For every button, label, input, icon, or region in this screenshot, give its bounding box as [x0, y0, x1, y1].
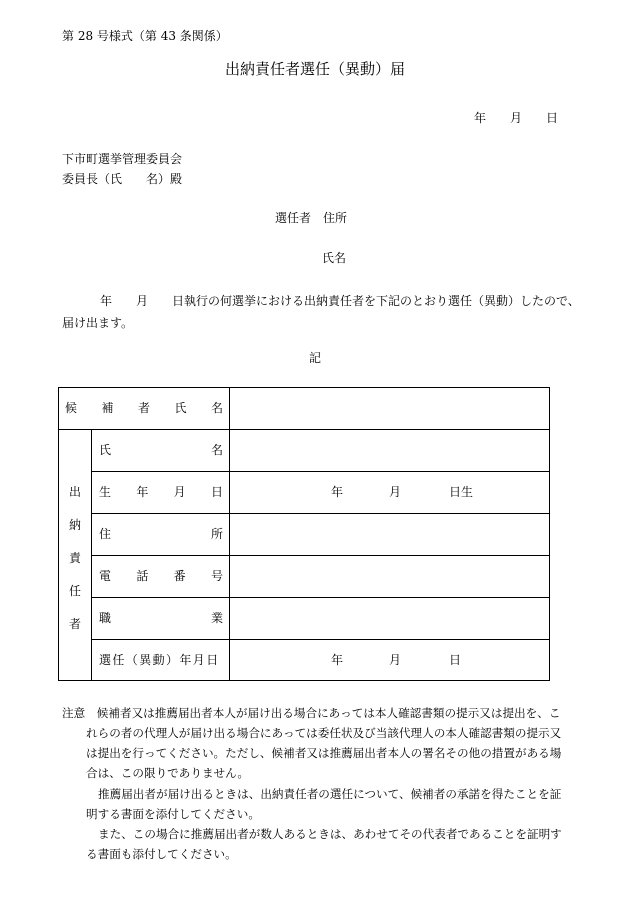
note-line: は提出を行ってください。ただし、候補者又は推薦届出者本人の署名その他の措置がある場 [86, 746, 562, 760]
label-char: 候 [65, 401, 78, 415]
row-label-appointment-date: 選任（異動）年月日 [99, 653, 220, 667]
date-year: 年 [474, 111, 487, 125]
label-char: 番 [173, 569, 186, 583]
treasurer-label-char: 出 [68, 485, 81, 499]
addressee-committee: 下市町選挙管理委員会 [62, 152, 183, 166]
table-rule [91, 471, 549, 472]
row-label-phone [99, 570, 223, 582]
row-label-birthdate [99, 486, 223, 498]
table-rule [91, 639, 549, 640]
note-line: 推薦届出者が届け出るときは、出納責任者の選任について、候補者の承諾を得たことを証 [98, 787, 562, 801]
date-line [474, 112, 558, 124]
document-title: 出納責任者選任（異動）届 [224, 60, 405, 78]
note-line: る書面も添付してください。 [86, 847, 237, 861]
label-char: 名 [210, 401, 223, 415]
table-rule [229, 388, 230, 680]
treasurer-label-char: 者 [68, 617, 81, 631]
table-rule [91, 555, 549, 556]
label-char: 氏 [174, 401, 187, 415]
submitter-address-label: 選任者 住所 [275, 211, 348, 225]
label-char: 業 [210, 611, 223, 625]
note-line: 注意 候補者又は推薦届出者本人が届け出る場合にあっては本人確認書類の提示又は提出を、こ [62, 706, 561, 720]
label-char: 電 [99, 569, 112, 583]
date-day: 日 [546, 111, 559, 125]
table-rule [91, 513, 549, 514]
label-char: 住 [99, 527, 112, 541]
birth-day-unit: 日生 [449, 485, 474, 499]
label-char: 月 [173, 485, 186, 499]
birth-month-unit: 月 [389, 485, 402, 499]
label-char: 生 [99, 485, 112, 499]
table-rule [91, 597, 549, 598]
ki-marker: 記 [309, 351, 322, 365]
label-char: 補 [101, 401, 114, 415]
form-number: 第 28 号様式（第 43 条関係） [62, 29, 228, 43]
date-month: 月 [510, 111, 523, 125]
note-line: れらの者の代理人が届け出る場合にあっては委任状及び当該代理人の本人確認書類の提示又 [86, 726, 562, 740]
treasurer-label-char: 責 [68, 551, 81, 565]
treasurer-label-char: 納 [68, 518, 81, 532]
body-text-line-2: 届け出ます。 [62, 316, 134, 330]
table-rule [59, 429, 549, 430]
label-char: 職 [99, 611, 112, 625]
table-rule [91, 429, 92, 680]
note-line: また、この場合に推薦届出者が数人あるときは、あわせてその代表者であることを証明す [98, 827, 562, 841]
label-char: 者 [137, 401, 150, 415]
treasurer-form-table [58, 387, 550, 681]
treasurer-label-char: 任 [68, 584, 81, 598]
label-char: 所 [210, 527, 223, 541]
birth-year-unit: 年 [331, 485, 344, 499]
row-label-address [99, 528, 223, 540]
label-char: 日 [210, 485, 223, 499]
appoint-month-unit: 月 [389, 653, 402, 667]
note-line: 合は、この限りでありません。 [86, 766, 250, 780]
label-char: 号 [210, 569, 223, 583]
submitter-name-label: 氏名 [322, 251, 347, 265]
label-char: 氏 [99, 443, 112, 457]
addressee-chairman: 委員長（氏 名）殿 [62, 172, 183, 186]
body-text-line-1: 年 月 日執行の何選挙における出納責任者を下記のとおり選任（異動）したので、 [100, 294, 580, 308]
appoint-day-unit: 日 [449, 653, 462, 667]
appoint-year-unit: 年 [331, 653, 344, 667]
label-char: 話 [136, 569, 149, 583]
row-label-occupation [99, 612, 223, 624]
row-label-name [99, 444, 223, 456]
label-char: 年 [136, 485, 149, 499]
candidate-name-label [65, 402, 223, 414]
note-line: 明する書面を添付してください。 [86, 807, 260, 821]
label-char: 名 [210, 443, 223, 457]
